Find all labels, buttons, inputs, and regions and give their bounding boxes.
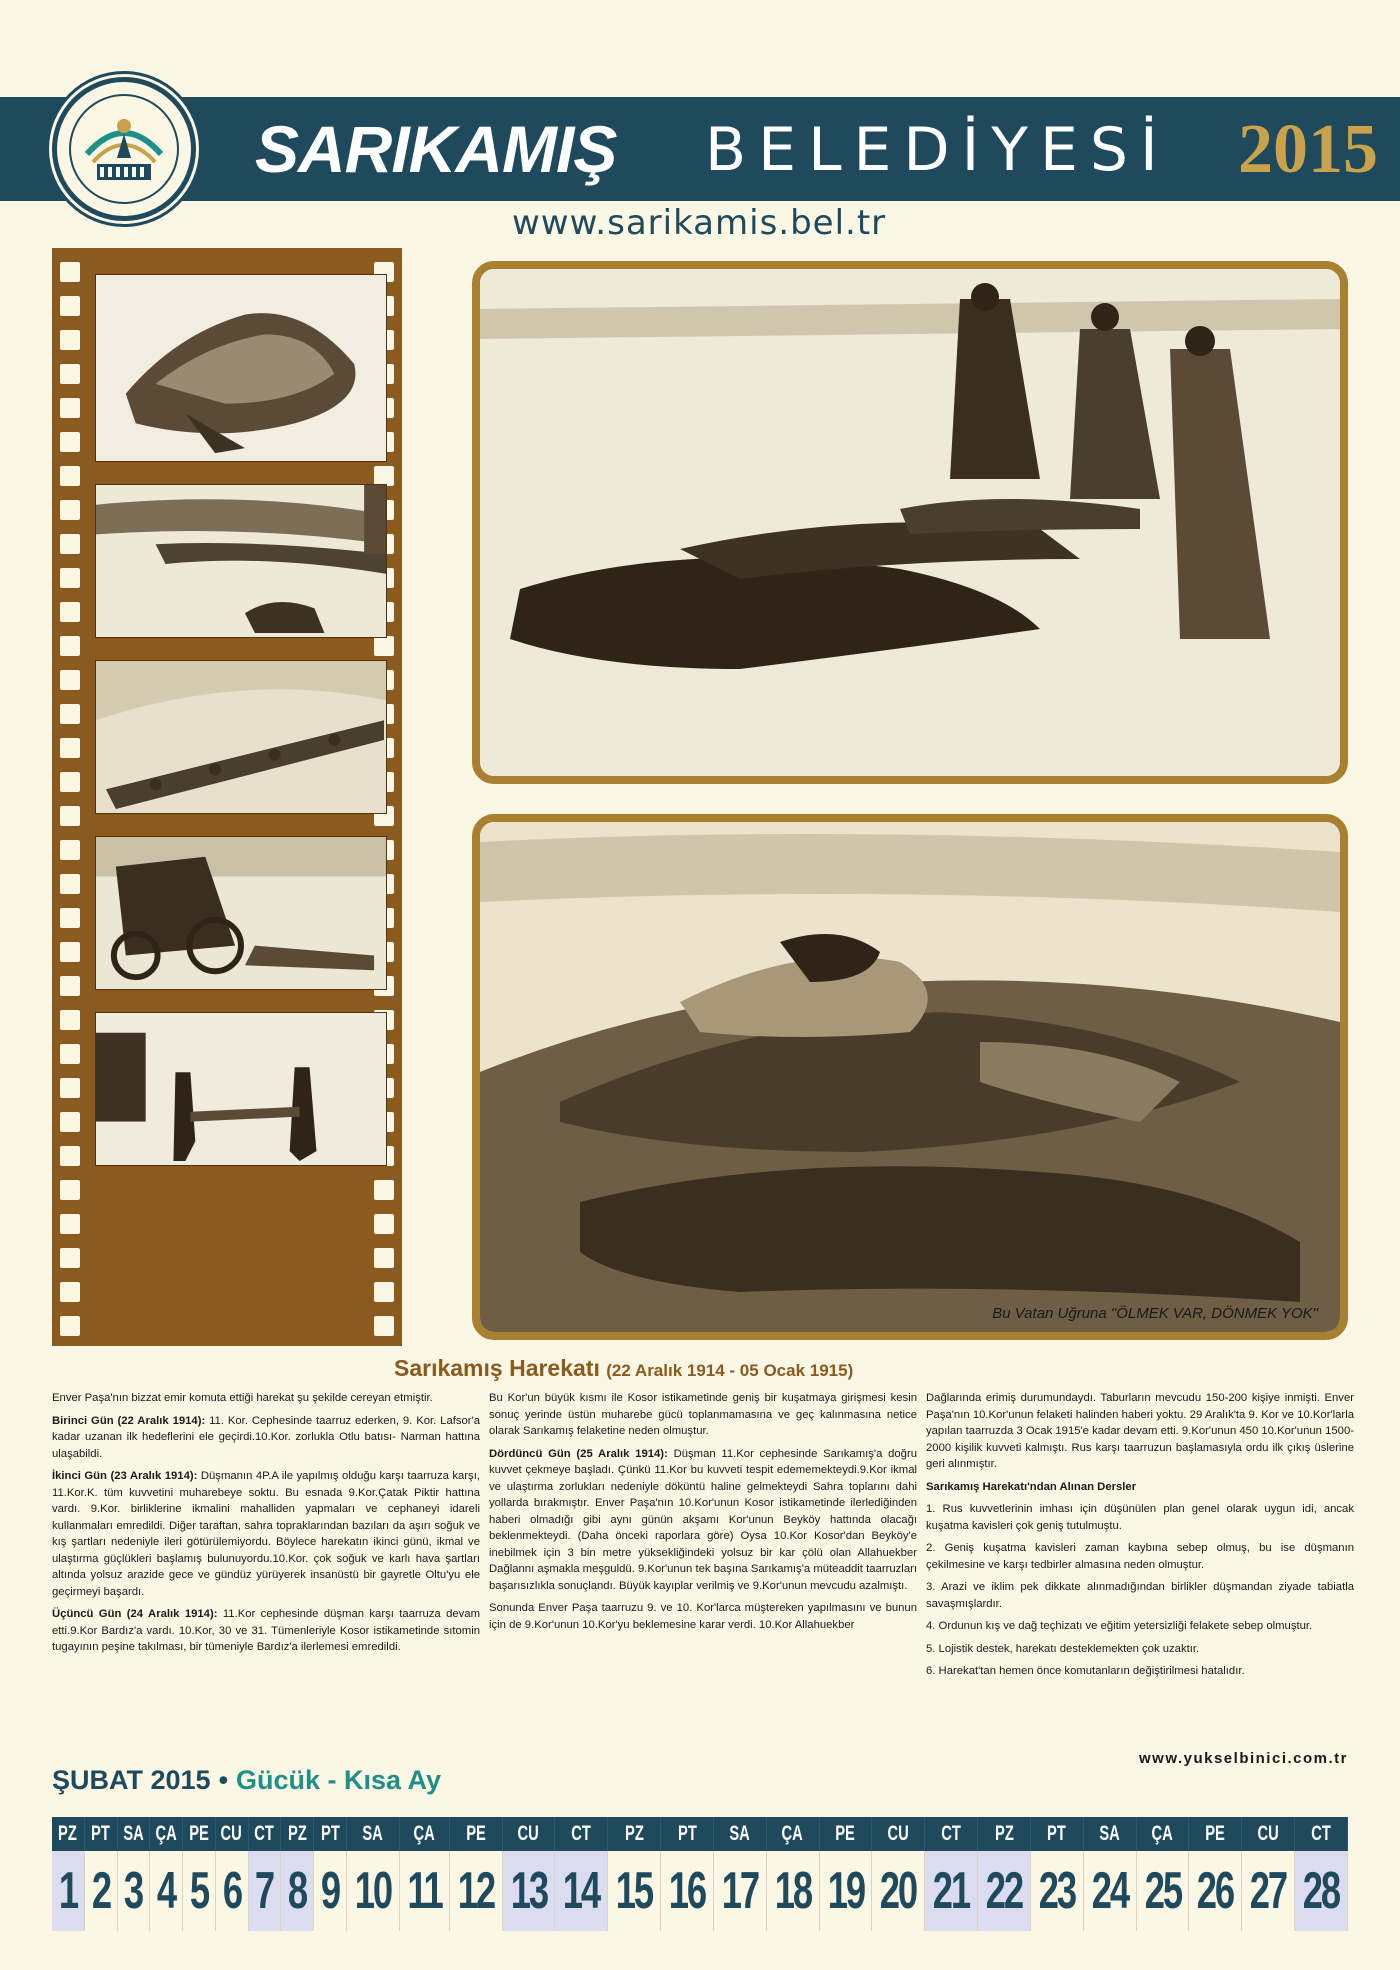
weekday-header: CU	[1242, 1817, 1295, 1851]
calendar-day[interactable]: 4	[150, 1851, 183, 1931]
calendar-month-title	[52, 1765, 441, 1796]
film-photo-3	[95, 660, 387, 814]
weekday-header: PE	[450, 1817, 503, 1851]
calendar-day[interactable]: 7	[249, 1851, 282, 1931]
film-hole	[60, 262, 80, 282]
film-hole	[374, 466, 394, 486]
film-hole	[60, 738, 80, 758]
film-hole	[60, 670, 80, 690]
film-photo-2	[95, 484, 387, 638]
day-1-label: Birinci Gün (22 Aralık 1914):	[52, 1414, 206, 1427]
lesson-item: 3. Arazi ve iklim pek dikkate alınmadığından birlikler düşmandan ziyade tabiatla savaşmışlardır.	[926, 1581, 1354, 1610]
weekday-header: CT	[249, 1817, 282, 1851]
calendar-day[interactable]: 21	[925, 1851, 978, 1931]
film-hole	[60, 636, 80, 656]
weekday-header: PE	[183, 1817, 216, 1851]
header-band	[0, 97, 1400, 201]
calendar-day[interactable]: 26	[1189, 1851, 1242, 1931]
weekday-header: SA	[1084, 1817, 1137, 1851]
calendar-year: 2015	[1238, 111, 1378, 188]
film-strip	[52, 248, 402, 1346]
film-hole	[60, 1180, 80, 1200]
weekday-header: PE	[1189, 1817, 1242, 1851]
film-hole	[60, 602, 80, 622]
article-day-3	[52, 1606, 480, 1656]
calendar-day[interactable]: 8	[281, 1851, 314, 1931]
weekday-header: PT	[661, 1817, 714, 1851]
calendar-day[interactable]: 2	[85, 1851, 118, 1931]
weekday-header: ÇA	[400, 1817, 450, 1851]
lesson-item: 1. Rus kuvvetlerinin imhası için düşünülen plan genel olarak uygun idi, ancak kuşatma kavisleri çok geniş tutulmuştu.	[926, 1503, 1354, 1532]
film-hole	[374, 636, 394, 656]
calendar-day[interactable]: 27	[1242, 1851, 1295, 1931]
film-hole	[60, 466, 80, 486]
lesson-item: 2. Geniş kuşatma kavisleri zaman kaybına sebep olmuş, bu ise düşmanın çekilmesine ve karşı tedbirler almasına neden olmuştur.	[926, 1542, 1354, 1571]
main-photo-fallen	[472, 814, 1348, 1340]
day-4-text: Düşman 11.Kor cephesinde Sarıkamış'a doğru kuvvet çekmeye başladı. Çünkü 11.Kor bu kuvveti tespit edememekteydi.9.Kor ikmal ve ulaştırma zorlukları nedeniyle döküntü haline gelmekteydi Sahra toplarını dahi yollarda bırakmıştır. Enver Paşa'nın 10.Kor'unun Kosor istikametinde ilerlediğinden haberi olmadığı gibi aynı günün akşamı Kor'unun Beyköy hattında olacağı beklenmekteydi. (Daha önceki raporlara göre) Oysa 10.Kor Kosor'dan Beyköy'e inebilmek için 3 bin metre yüksekliğindeki yolsuz bir kar çölü olan Allahuekber Dağlannı aşmakla meşguldü. 9.Kor'unun tek başına Sarıkamış'a müteaddit taarruzları başarısızlıkla sonuçlandı. Büyük kayıplar verilmiş ve 9.Kor'unun mevcudu azalmıştı.	[489, 1447, 917, 1592]
weekday-header: CT	[555, 1817, 608, 1851]
weekday-header: PT	[1031, 1817, 1084, 1851]
article-column-3	[926, 1390, 1354, 1686]
film-hole	[60, 976, 80, 996]
weekday-header: PE	[820, 1817, 873, 1851]
brand-name: SARIKAMIŞ	[255, 112, 617, 186]
weekday-header: ÇA	[1137, 1817, 1190, 1851]
calendar-day[interactable]: 28	[1295, 1851, 1348, 1931]
weekday-header: PZ	[608, 1817, 661, 1851]
lesson-item: 5. Lojistik destek, harekatı desteklemekten çok uzaktır.	[926, 1642, 1200, 1655]
calendar-day[interactable]: 22	[978, 1851, 1031, 1931]
calendar-day[interactable]: 23	[1031, 1851, 1084, 1931]
film-hole	[60, 364, 80, 384]
weekday-header: CU	[503, 1817, 556, 1851]
article-col2-para-1: Bu Kor'un büyük kısmı ile Kosor istikametinde geniş bir kuşatmaya girişmesi kesin sonuç yerinde üstün muharebe gücü toplanmamasına ve geç kalınmasına netice olarak Sarıkamış felaketine neden olmuştur.	[489, 1392, 917, 1437]
film-hole	[60, 874, 80, 894]
article-column-1	[52, 1390, 480, 1662]
calendar-day[interactable]: 25	[1137, 1851, 1190, 1931]
weekday-header: CU	[216, 1817, 249, 1851]
lessons-title: Sarıkamış Harekatı'ndan Alınan Dersler	[926, 1480, 1137, 1493]
weekday-header: PZ	[52, 1817, 85, 1851]
film-hole	[374, 1214, 394, 1234]
film-hole	[60, 806, 80, 826]
day-3-text: 11.Kor cephesinde düşman karşı taarruza devam etti.9.Kor Bardız'a vardı. 10.Kor, 30 ve 31. Tümenleriyle Kosor istikametinde sıtomin tugayının peşine takılması, bir tümeniyle Bardız'a ilerlemesi emredildi.	[52, 1608, 480, 1653]
article-dates: (22 Aralık 1914 - 05 Ocak 1915)	[606, 1361, 854, 1380]
film-perforations-left	[60, 248, 80, 1346]
lesson-item: 4. Ordunun kış ve dağ teçhizatı ve eğitim yetersizliği felakete sebep olmuştur.	[926, 1620, 1313, 1632]
photo-caption: Bu Vatan Uğruna "ÖLMEK VAR, DÖNMEK YOK"	[992, 1305, 1318, 1322]
day-2-label: İkinci Gün (23 Aralık 1914):	[52, 1470, 198, 1482]
main-photo-soldiers	[472, 261, 1348, 784]
film-hole	[60, 500, 80, 520]
day-1-text: 11. Kor. Cephesinde taarruz ederken, 9. Kor. Lafsor'a kadar uzanan ilk hedeflerini ele geçirdi.10.Kor. zorlukla Otlu batısı- Narman hattına ulaşabildi.	[52, 1414, 481, 1460]
calendar-day[interactable]: 19	[820, 1851, 873, 1931]
film-hole	[60, 432, 80, 452]
weekday-header: PT	[314, 1817, 347, 1851]
article-day-4	[489, 1446, 917, 1595]
film-hole	[60, 1078, 80, 1098]
weekday-header: ÇA	[767, 1817, 820, 1851]
film-hole	[374, 1282, 394, 1302]
calendar-day[interactable]: 20	[872, 1851, 925, 1931]
film-hole	[60, 1146, 80, 1166]
calendar-day[interactable]: 18	[767, 1851, 820, 1931]
film-hole	[60, 398, 80, 418]
film-hole	[60, 534, 80, 554]
film-hole	[60, 704, 80, 724]
film-hole	[60, 942, 80, 962]
calendar-day[interactable]: 13	[503, 1851, 556, 1931]
calendar-day[interactable]: 9	[314, 1851, 347, 1931]
film-hole	[60, 330, 80, 350]
article-day-1	[52, 1413, 480, 1463]
film-photo-5	[95, 1012, 387, 1166]
calendar-day[interactable]: 6	[216, 1851, 249, 1931]
weekday-header: PT	[85, 1817, 118, 1851]
calendar-day[interactable]: 10	[347, 1851, 400, 1931]
day-4-label: Dördüncü Gün (25 Aralık 1914):	[489, 1447, 668, 1460]
film-hole	[60, 1010, 80, 1030]
film-hole	[60, 1044, 80, 1064]
website-link[interactable]: www.sarikamis.bel.tr	[512, 203, 887, 243]
film-hole	[374, 1180, 394, 1200]
calendar-day[interactable]: 14	[555, 1851, 608, 1931]
day-3-label: Üçüncü Gün (24 Aralık 1914):	[52, 1608, 218, 1620]
article-title-text: Sarıkamış Harekatı	[394, 1355, 600, 1381]
film-photo-4	[95, 836, 387, 990]
article-column-2	[489, 1390, 917, 1639]
film-hole	[60, 840, 80, 860]
day-2-text: Düşmanın 4P.A ile yapılmış olduğu karşı taarruza karşı, 11.Kor.K. tüm kuvvetini muharebeye soktu. Bu esnada 9.Kor.Çatak Piktir hattına vardı. 9.Kor. birliklerine ikmalini mahalliden yapmaları ve cephaneyi idareli kullanmaları emredildi. Diğer taraftan, sahra topraklarından bazıları da aşırı soğuk ve kış şartları nedeniyle ileri götürülemiyordu. Böylece harekatın ikinci günü, ikmal ve ulaştırma güçlükleri başlamış bulunuyordu.10.Kor. çok soğuk ve karlı hava şartları altında yolsuz arazide gece ve gündüz yürüyerek insanüstü bir gayretle Oltu'yu ele geçirmeyi başardı.	[52, 1470, 480, 1598]
film-hole	[60, 908, 80, 928]
calendar-day[interactable]: 5	[183, 1851, 216, 1931]
calendar-day[interactable]: 15	[608, 1851, 661, 1931]
film-hole	[60, 296, 80, 316]
film-hole	[60, 1248, 80, 1268]
weekday-header: SA	[347, 1817, 400, 1851]
weekday-header: PZ	[281, 1817, 314, 1851]
article-title	[394, 1355, 853, 1382]
weekday-header: CU	[872, 1817, 925, 1851]
calendar-day[interactable]: 12	[450, 1851, 503, 1931]
film-hole	[60, 568, 80, 588]
calendar-day[interactable]: 16	[661, 1851, 714, 1931]
film-hole	[374, 1316, 394, 1336]
weekday-header: ÇA	[150, 1817, 183, 1851]
film-hole	[60, 1316, 80, 1336]
film-hole	[60, 1282, 80, 1302]
calendar-grid	[52, 1817, 1348, 1931]
calendar-day[interactable]: 17	[714, 1851, 767, 1931]
month-name: ŞUBAT 2015	[52, 1765, 211, 1795]
article-col2-para-3: Sonunda Enver Paşa taarruzu 9. ve 10. Kor'larca müştereken yapılmasını ve bunun için de 9.Kor'unun 10.Kor'yu beklemesine karar verdi. 10.Kor Allahuekber	[489, 1602, 917, 1631]
calendar-day[interactable]: 24	[1084, 1851, 1137, 1931]
weekday-header: SA	[714, 1817, 767, 1851]
calendar-day[interactable]: 1	[52, 1851, 85, 1931]
article-day-2	[52, 1468, 480, 1600]
article-col3-para-1: Dağlarında erimiş durumundaydı. Taburların mevcudu 150-200 kişiye inmişti. Enver Paşa'nın 10.Kor'unun felaketi halinden haberi yoktu. 29 Aralık'ta 9. Kor ve 10.Kor'larla yapılan taarruzda 3 Ocak 1915'e kadar devam etti. 9.Kor'unun 450 10.Kor'unun 1500-2000 kişilik kuvveti kalmıştı. Rus karşı taarruzun başlamasıyla ordu ilk çıkış üslerine geri alınmıştır.	[926, 1392, 1354, 1470]
month-separator: •	[218, 1765, 229, 1795]
film-photo-1	[95, 274, 387, 462]
lesson-item: 6. Harekat'tan hemen önce komutanların değiştirilmesi hatalıdır.	[926, 1665, 1245, 1677]
film-hole	[60, 1112, 80, 1132]
film-hole	[374, 1248, 394, 1268]
weekday-header: SA	[118, 1817, 151, 1851]
weekday-header: CT	[1295, 1817, 1348, 1851]
credit-link[interactable]: www.yukselbinici.com.tr	[1139, 1750, 1348, 1767]
municipality-logo	[52, 77, 196, 221]
film-hole	[60, 1214, 80, 1234]
month-alt-name: Gücük - Kısa Ay	[236, 1765, 442, 1795]
film-hole	[60, 772, 80, 792]
article-intro: Enver Paşa'nın bizzat emir komuta ettiği harekat şu şekilde cereyan etmiştir.	[52, 1392, 433, 1404]
weekday-header: PZ	[978, 1817, 1031, 1851]
weekday-header: CT	[925, 1817, 978, 1851]
brand-subtitle: BELEDİYESİ	[705, 115, 1170, 185]
calendar-day[interactable]: 11	[400, 1851, 450, 1931]
calendar-day[interactable]: 3	[118, 1851, 151, 1931]
